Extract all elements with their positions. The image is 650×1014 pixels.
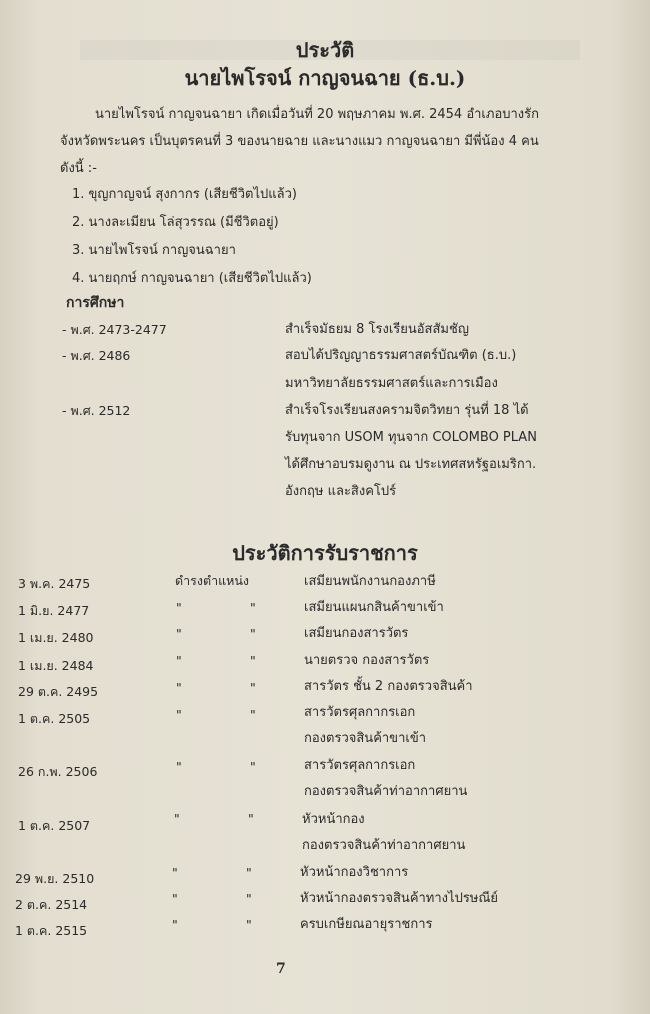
service-date: 1 เม.ย. 2484 xyxy=(18,658,94,673)
service-date: 1 ต.ค. 2515 xyxy=(15,923,88,938)
ditto-mark: " xyxy=(246,891,252,906)
ditto-mark: " xyxy=(250,626,256,641)
service-date: 1 มิ.ย. 2477 xyxy=(18,603,90,618)
service-position: เสมียนแผนกสินค้าขาเข้า xyxy=(304,600,444,615)
service-date: 1 เม.ย. 2480 xyxy=(18,630,94,645)
education-detail: สำเร็จมัธยม 8 โรงเรียนอัสสัมชัญ xyxy=(285,322,469,337)
intro-line-3: ดังนี้ :- xyxy=(60,161,97,176)
service-position: ครบเกษียณอายุราชการ xyxy=(300,917,433,932)
intro-line-1: นายไพโรจน์ กาญจนฉายา เกิดเมื่อวันที่ 20 พฤษภาคม พ.ศ. 2454 อำเภอบางรัก xyxy=(95,107,539,122)
education-period: - พ.ศ. 2512 xyxy=(62,403,131,418)
service-position: หัวหน้ากอง xyxy=(302,812,365,827)
document-title: ประวัติ xyxy=(295,38,355,62)
ditto-mark: " xyxy=(176,600,182,615)
service-date: 1 ต.ค. 2505 xyxy=(18,711,91,726)
sibling-item: 3. นายไพโรจน์ กาญจนฉายา xyxy=(72,243,236,258)
sibling-item: 1. ขุญกาญจน์ สุงกากร (เสียชีวิตไปแล้ว) xyxy=(72,187,297,202)
service-position: สารวัตร ชั้น 2 กองตรวจสินค้า xyxy=(304,679,473,694)
education-detail: รับทุนจาก USOM ทุนจาก COLOMBO PLAN xyxy=(285,430,537,445)
service-date: 2 ต.ค. 2514 xyxy=(15,897,88,912)
education-detail: มหาวิทยาลัยธรรมศาสตร์และการเมือง xyxy=(285,376,498,391)
service-position: สารวัตรศุลกากรเอก xyxy=(304,705,416,720)
ditto-mark: " xyxy=(176,680,182,695)
education-detail: สำเร็จโรงเรียนสงครามจิตวิทยา รุ่นที่ 18 ได้ xyxy=(285,403,529,418)
service-date: 29 พ.ย. 2510 xyxy=(15,871,95,886)
service-date: 26 ก.พ. 2506 xyxy=(18,764,98,779)
education-period: - พ.ศ. 2473-2477 xyxy=(62,322,167,337)
ditto-mark: " xyxy=(246,865,252,880)
education-detail: อังกฤษ และสิงคโปร์ xyxy=(285,484,397,499)
service-position: กองตรวจสินค้าขาเข้า xyxy=(304,731,427,746)
ditto-mark: " xyxy=(250,759,256,774)
ditto-mark: " xyxy=(176,626,182,641)
service-position: หัวหน้ากองตรวจสินค้าทางไปรษณีย์ xyxy=(300,891,499,906)
service-heading: ประวัติการรับราชการ xyxy=(232,541,418,565)
person-name-heading: นายไพโรจน์ กาญจนฉาย (ธ.บ.) xyxy=(184,66,466,90)
ditto-mark: " xyxy=(250,680,256,695)
ditto-mark: " xyxy=(250,600,256,615)
service-position: สารวัตรศุลกากรเอก xyxy=(304,758,416,773)
service-position: หัวหน้ากองวิชาการ xyxy=(300,865,409,880)
ditto-mark: " xyxy=(248,811,254,826)
service-date: 1 ต.ค. 2507 xyxy=(18,818,91,833)
intro-line-2: จังหวัดพระนคร เป็นบุตรคนที่ 3 ของนายฉาย และนางแมว กาญจนฉายา มีพี่น้อง 4 คน xyxy=(60,134,539,149)
ditto-mark: " xyxy=(250,707,256,722)
education-detail: สอบได้ปริญญาธรรมศาสตร์บัณฑิต (ธ.บ.) xyxy=(285,348,517,363)
sibling-item: 4. นายฤกษ์ กาญจนฉายา (เสียชีวิตไปแล้ว) xyxy=(72,271,312,286)
ditto-mark: " xyxy=(176,707,182,722)
page-number: 7 xyxy=(276,961,286,977)
service-position: เสมียนพนักงานกองภาษี xyxy=(304,574,436,589)
ditto-mark: " xyxy=(172,865,178,880)
ditto-mark: " xyxy=(176,759,182,774)
ditto-mark: " xyxy=(172,917,178,932)
sibling-item: 2. นางละเมียน โล่สุวรรณ (มีชีวิตอยู่) xyxy=(72,215,279,230)
service-date: 29 ต.ค. 2495 xyxy=(18,684,99,699)
ditto-mark: " xyxy=(250,653,256,668)
service-position: เสมียนกองสารวัตร xyxy=(304,626,409,641)
service-position: กองตรวจสินค้าท่าอากาศยาน xyxy=(302,838,466,853)
ditto-mark: " xyxy=(176,653,182,668)
service-position: กองตรวจสินค้าท่าอากาศยาน xyxy=(304,784,468,799)
education-period: - พ.ศ. 2486 xyxy=(62,348,131,363)
education-heading: การศึกษา xyxy=(66,295,125,311)
ditto-mark: " xyxy=(172,891,178,906)
service-date: 3 พ.ค. 2475 xyxy=(18,576,91,591)
ditto-mark: " xyxy=(246,917,252,932)
service-position: นายตรวจ กองสารวัตร xyxy=(304,653,430,668)
ditto-mark: " xyxy=(174,811,180,826)
service-column-label: ดำรงตำแหน่ง xyxy=(175,573,250,588)
education-detail: ได้ศึกษาอบรมดูงาน ณ ประเทศสหรัฐอเมริกา. xyxy=(285,457,537,472)
